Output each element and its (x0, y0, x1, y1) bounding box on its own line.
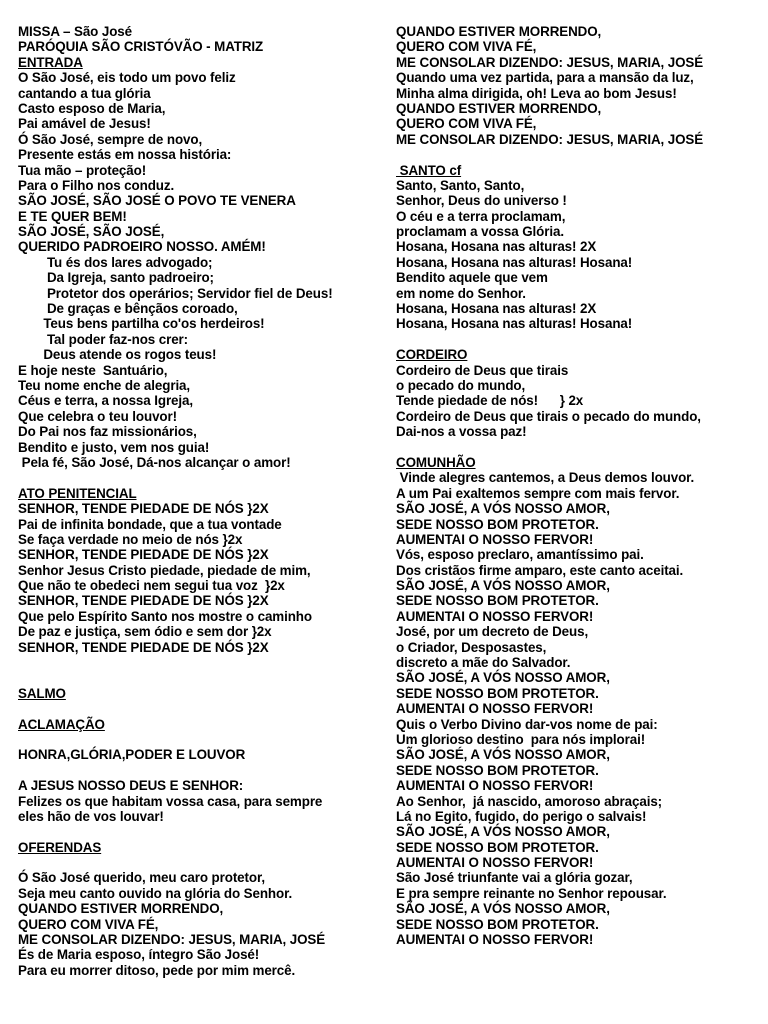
lyric-line: Ao Senhor, já nascido, amoroso abraçais; (396, 793, 663, 809)
lyric-line: E pra sempre reinante no Senhor repousar. (396, 885, 667, 901)
lyric-line: o pecado do mundo, (396, 377, 526, 393)
lyric-line: Cordeiro de Deus que tirais o pecado do mundo, (396, 408, 701, 424)
section-heading-oferendas: OFERENDAS (18, 839, 102, 855)
lyric-line: Hosana, Hosana nas alturas! Hosana! (396, 254, 633, 270)
lyric-line: SEDE NOSSO BOM PROTETOR. (396, 839, 599, 855)
lyric-line: SEDE NOSSO BOM PROTETOR. (396, 516, 599, 532)
lyric-line: Que celebra o teu louvor! (18, 408, 177, 424)
section-heading-santo-cf: SANTO cf (396, 162, 462, 178)
lyric-line: QUERO COM VIVA FÉ, (396, 116, 537, 132)
blank-line (396, 440, 764, 455)
lyric-line: José, por um decreto de Deus, (396, 624, 589, 640)
lyric-line: A JESUS NOSSO DEUS E SENHOR: (18, 778, 244, 794)
lyric-line: Deus atende os rogos teus! (18, 347, 217, 363)
blank-line (396, 332, 764, 347)
lyric-line: AUMENTAI O NOSSO FERVOR! (396, 778, 594, 794)
lyric-line: QUANDO ESTIVER MORRENDO, (396, 100, 602, 116)
lyric-line: AUMENTAI O NOSSO FERVOR! (396, 531, 594, 547)
lyric-line: QUERO COM VIVA FÉ, (18, 916, 159, 932)
lyric-line: De graças e bênçãos coroado, (18, 301, 238, 317)
lyric-line: Quando uma vez partida, para a mansão da luz, (396, 70, 694, 86)
lyric-line: QUANDO ESTIVER MORRENDO, (18, 901, 224, 917)
lyric-line: SÃO JOSÉ, A VÓS NOSSO AMOR, (396, 747, 610, 763)
lyric-line: Para o Filho nos conduz. (18, 177, 175, 193)
lyric-line: Ó São José, sempre de novo, (18, 131, 203, 147)
lyric-line: Do Pai nos faz missionários, (18, 424, 197, 440)
lyric-line: SEDE NOSSO BOM PROTETOR. (396, 762, 599, 778)
lyric-line: Felizes os que habitam vossa casa, para sempre (18, 793, 323, 809)
lyric-line: Tende piedade de nós! } 2x (396, 393, 584, 409)
blank-line (18, 470, 378, 485)
lyric-line: Protetor dos operários; Servidor fiel de Deus! (18, 285, 333, 301)
lyric-line: Santo, Santo, Santo, (396, 177, 525, 193)
lyric-line: ME CONSOLAR DIZENDO: JESUS, MARIA, JOSÉ (18, 932, 326, 948)
blank-line (18, 701, 378, 716)
blank-line (18, 732, 378, 747)
lyric-line: eles hão de vos louvar! (18, 808, 164, 824)
lyric-line: Dai-nos a vossa paz! (396, 424, 527, 440)
blank-line (396, 147, 764, 162)
lyric-line: Teus bens partilha co'os herdeiros! (18, 316, 265, 332)
lyric-line: SENHOR, TENDE PIEDADE DE NÓS }2X (18, 593, 269, 609)
lyric-line: SENHOR, TENDE PIEDADE DE NÓS }2X (18, 501, 269, 517)
lyric-line: Tu és dos lares advogado; (18, 254, 213, 270)
lyric-line: E hoje neste Santuário, (18, 362, 168, 378)
lyric-line: SÃO JOSÉ, A VÓS NOSSO AMOR, (396, 578, 610, 594)
lyric-line: De paz e justiça, sem ódio e sem dor }2x (18, 624, 272, 640)
lyric-line: Da Igreja, santo padroeiro; (18, 270, 214, 286)
lyric-line: Casto esposo de Maria, (18, 100, 166, 116)
lyric-line: ME CONSOLAR DIZENDO: JESUS, MARIA, JOSÉ (396, 54, 704, 70)
lyric-line: Cordeiro de Deus que tirais (396, 362, 569, 378)
lyric-line: Presente estás em nossa história: (18, 147, 232, 163)
right-column (396, 24, 764, 947)
lyric-line: SEDE NOSSO BOM PROTETOR. (396, 685, 599, 701)
section-heading-cordeiro: CORDEIRO (396, 347, 468, 363)
lyric-line: Hosana, Hosana nas alturas! 2X (396, 301, 597, 317)
lyric-line: AUMENTAI O NOSSO FERVOR! (396, 932, 594, 948)
lyric-line: cantando a tua glória (18, 85, 151, 101)
lyric-line: Seja meu canto ouvido na glória do Senhor. (18, 885, 293, 901)
lyric-line: Tua mão – proteção! (18, 162, 147, 178)
blank-line (18, 824, 378, 839)
lyric-line: São José triunfante vai a glória gozar, (396, 870, 633, 886)
lyric-line: Dos cristãos firme amparo, este canto aceitai. (396, 562, 684, 578)
lyric-line: QUANDO ESTIVER MORRENDO, (396, 24, 602, 39)
lyric-line: QUERIDO PADROEIRO NOSSO. AMÉM! (18, 239, 266, 255)
lyric-line: AUMENTAI O NOSSO FERVOR! (396, 855, 594, 871)
lyric-line: SÃO JOSÉ, A VÓS NOSSO AMOR, (396, 824, 610, 840)
lyric-line: Que pelo Espírito Santo nos mostre o caminho (18, 608, 312, 624)
lyric-line: Para eu morrer ditoso, pede por mim mercê. (18, 962, 296, 978)
lyric-line: Senhor, Deus do universo ! (396, 193, 567, 209)
section-heading-salmo: SALMO (18, 685, 66, 701)
section-heading-comunhao: COMUNHÃO (396, 454, 476, 470)
lyric-line: Que não te obedeci nem segui tua voz }2x (18, 578, 285, 594)
lyric-line: Pai amável de Jesus! (18, 116, 151, 132)
lyric-line: E TE QUER BEM! (18, 208, 127, 224)
lyric-line: SENHOR, TENDE PIEDADE DE NÓS }2X (18, 547, 269, 563)
lyric-line: Vinde alegres cantemos, a Deus demos louvor. (396, 470, 695, 486)
lyric-line: QUERO COM VIVA FÉ, (396, 39, 537, 55)
lyric-line: Céus e terra, a nossa Igreja, (18, 393, 193, 409)
lyric-line: Tal poder faz-nos crer: (18, 331, 189, 347)
lyric-line: SÃO JOSÉ, A VÓS NOSSO AMOR, (396, 901, 610, 917)
lyric-line: Senhor Jesus Cristo piedade, piedade de mim, (18, 562, 311, 578)
left-column (18, 24, 378, 978)
lyric-line: A um Pai exaltemos sempre com mais fervor. (396, 485, 680, 501)
lyric-line: SÃO JOSÉ, A VÓS NOSSO AMOR, (396, 501, 610, 517)
lyric-line: MISSA – São José (18, 24, 132, 39)
blank-line (18, 855, 378, 870)
lyric-line: SÃO JOSÉ, SÃO JOSÉ O POVO TE VENERA (18, 193, 296, 209)
section-heading-aclamacao: ACLAMAÇÃO (18, 716, 105, 732)
lyric-line: o Criador, Desposastes, (396, 639, 547, 655)
section-heading-entrada: ENTRADA (18, 54, 83, 70)
blank-line (18, 763, 378, 778)
lyric-line: Hosana, Hosana nas alturas! Hosana! (396, 316, 633, 332)
lyric-line: Um glorioso destino para nós implorai! (396, 731, 646, 747)
lyric-line: SEDE NOSSO BOM PROTETOR. (396, 593, 599, 609)
lyric-line: O céu e a terra proclamam, (396, 208, 566, 224)
lyric-line: proclamam a vossa Glória. (396, 224, 564, 240)
lyric-line: em nome do Senhor. (396, 285, 526, 301)
lyric-line: Minha alma dirigida, oh! Leva ao bom Jesus! (396, 85, 677, 101)
lyric-line: Ó São José querido, meu caro protetor, (18, 870, 265, 886)
lyric-line: ME CONSOLAR DIZENDO: JESUS, MARIA, JOSÉ (396, 131, 704, 147)
lyric-line: Vós, esposo preclaro, amantíssimo pai. (396, 547, 644, 563)
lyric-line: HONRA,GLÓRIA,PODER E LOUVOR (18, 747, 246, 763)
lyric-line: O São José, eis todo um povo feliz (18, 70, 236, 86)
lyric-line: PARÓQUIA SÃO CRISTÓVÃO - MATRIZ (18, 39, 264, 55)
lyric-line: AUMENTAI O NOSSO FERVOR! (396, 701, 594, 717)
section-heading-ato-penitencial: ATO PENITENCIAL (18, 485, 137, 501)
lyric-line: Pai de infinita bondade, que a tua vontade (18, 516, 282, 532)
blank-line (18, 655, 378, 670)
lyric-line: Hosana, Hosana nas alturas! 2X (396, 239, 597, 255)
lyric-line: AUMENTAI O NOSSO FERVOR! (396, 608, 594, 624)
lyric-line: SÃO JOSÉ, A VÓS NOSSO AMOR, (396, 670, 610, 686)
lyric-line: SEDE NOSSO BOM PROTETOR. (396, 916, 599, 932)
lyric-line: discreto a mãe do Salvador. (396, 655, 571, 671)
blank-line (18, 670, 378, 685)
lyric-line: Bendito aquele que vem (396, 270, 548, 286)
lyric-line: Quis o Verbo Divino dar-vos nome de pai: (396, 716, 658, 732)
lyric-line: Se faça verdade no meio de nós }2x (18, 531, 243, 547)
lyric-line: Lá no Egito, fugido, do perigo o salvais! (396, 808, 647, 824)
lyric-line: SÃO JOSÉ, SÃO JOSÉ, (18, 224, 165, 240)
lyric-line: Pela fé, São José, Dá-nos alcançar o amor! (18, 454, 291, 470)
lyric-line: Bendito e justo, vem nos guia! (18, 439, 210, 455)
lyric-line: És de Maria esposo, íntegro São José! (18, 947, 260, 963)
lyric-line: SENHOR, TENDE PIEDADE DE NÓS }2X (18, 639, 269, 655)
lyric-line: Teu nome enche de alegria, (18, 377, 191, 393)
